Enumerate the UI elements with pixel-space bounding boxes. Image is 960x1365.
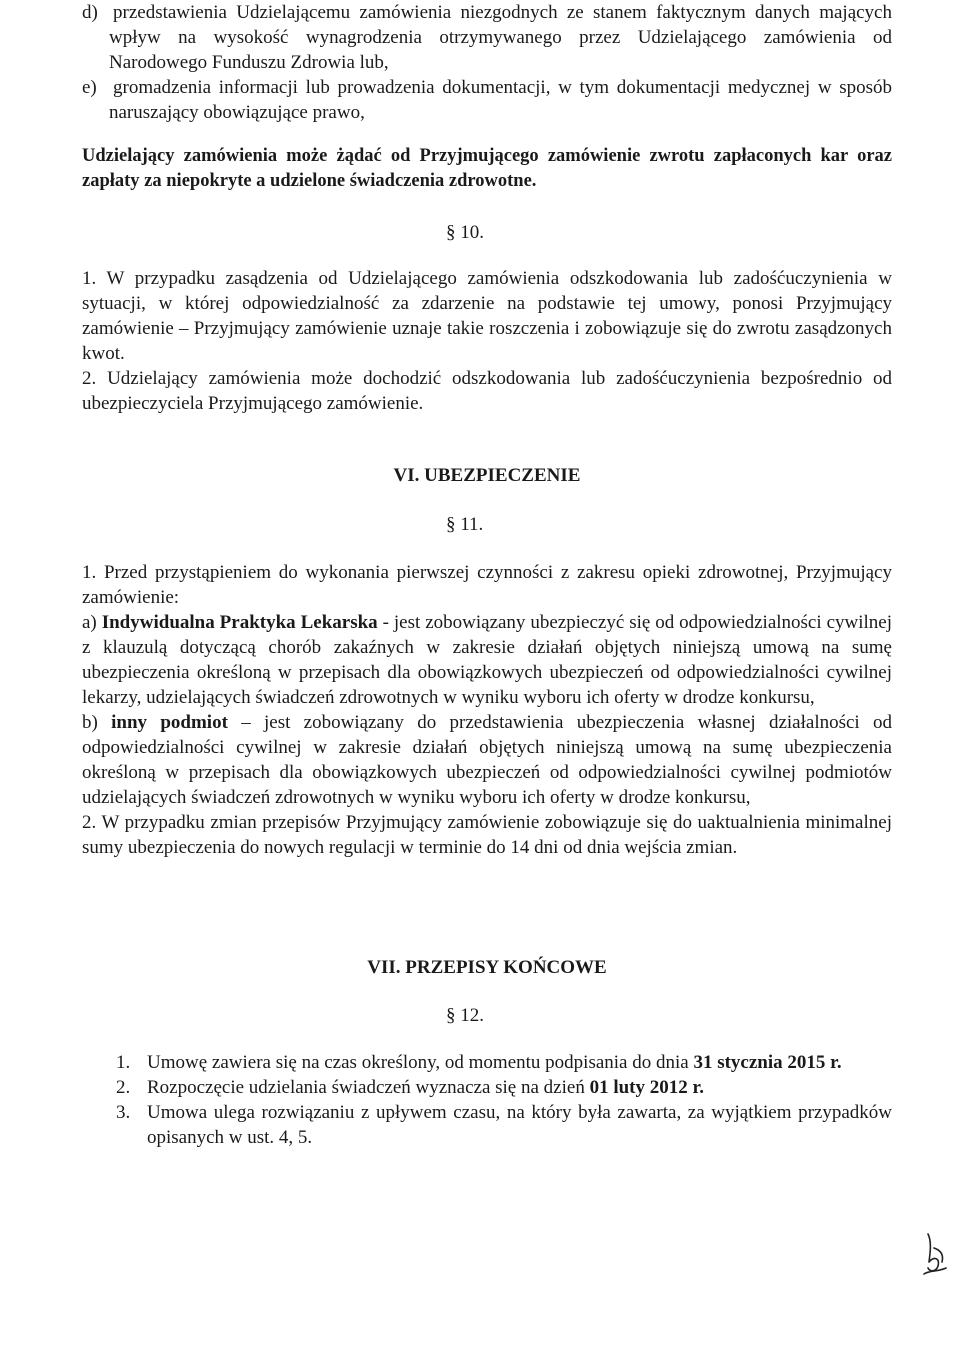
paragraph-text: Przed przystąpieniem do wykonania pierwszej czynności z zakresu opieki zdrowotnej, Przyjmujący zamówienie: bbox=[82, 562, 892, 608]
item-text: Rozpoczęcie udzielania świadczeń wyznacza się na dzień bbox=[147, 1077, 590, 1098]
list-item-d bbox=[82, 0, 892, 75]
item-text: Umowę zawiera się na czas określony, od momentu podpisania do dnia bbox=[147, 1052, 694, 1073]
paragraph-number: 2. bbox=[82, 368, 97, 389]
section-10-body bbox=[82, 266, 892, 416]
list-marker: e) bbox=[82, 77, 97, 98]
section-11-body bbox=[82, 560, 892, 860]
list-marker: b) bbox=[82, 712, 98, 733]
paragraph bbox=[82, 366, 892, 416]
list-item-text: - jest zobowiązany ubezpieczyć się od odpowiedzialności cywilnej z klauzulą dotyczącą chorób zakaźnych w zakresie działań objętych niniejszą umową na sumę ubezpieczenia określoną w przepisach dla obowiązkowych ubezpieczeń od odpowiedzialności cywilnej lekarzy, udzielających świadczeń zdrowotnych w wyniku wyboru ich oferty w drodze konkursu, bbox=[82, 612, 892, 708]
paragraph-text: W przypadku zasądzenia od Udzielającego zamówienia odszkodowania lub zadośćuczynienia w sytuacji, w której odpowiedzialność za zdarzenie na podstawie tej umowy, ponosi Przyjmujący zamówienie – Przyjmujący zamówienie uznaje takie roszczenia i zobowiązuje się do zwrotu zasądzonych kwot. bbox=[82, 268, 892, 364]
list-marker: a) bbox=[82, 612, 97, 633]
offense-list bbox=[82, 0, 892, 125]
item-number: 3. bbox=[116, 1102, 131, 1123]
paragraph bbox=[82, 266, 892, 366]
paragraph bbox=[82, 560, 892, 610]
list-item-text: – jest zobowiązany do przedstawienia ubezpieczenia własnej działalności od odpowiedzialności cywilnej w zakresie działań objętych niniejszą umową na sumę ubezpieczenia określoną w przepisach dla obowiązkowych ubezpieczeń od odpowiedzialności cywilnej podmiotów udzielających świadczeń zdrowotnych w wyniku wyboru ich oferty w drodze konkursu, bbox=[82, 712, 892, 808]
paragraph-number: 1. bbox=[82, 562, 97, 583]
list-marker: d) bbox=[82, 2, 98, 23]
list-item-b bbox=[82, 710, 892, 810]
penalty-clause: Udzielający zamówienia może żądać od Przyjmującego zamówienie zwrotu zapłaconych kar oraz zapłaty za niepokryte a udzielone świadczenia zdrowotne. bbox=[82, 146, 892, 191]
item-text: Umowa ulega rozwiązaniu z upływem czasu, na który była zawarta, za wyjątkiem przypadków opisanych w ust. 4, 5. bbox=[147, 1102, 892, 1148]
section-11-heading: § 11. bbox=[446, 514, 484, 535]
handwritten-initials-icon bbox=[920, 1228, 952, 1280]
list-item-a bbox=[82, 610, 892, 710]
section-10-heading: § 10. bbox=[446, 222, 484, 243]
end-date: 31 stycznia 2015 r. bbox=[693, 1052, 842, 1073]
entity-type: Indywidualna Praktyka Lekarska bbox=[101, 612, 378, 633]
section-12-heading: § 12. bbox=[446, 1005, 484, 1026]
paragraph-number: 1. bbox=[82, 268, 97, 289]
item-number: 1. bbox=[116, 1052, 131, 1073]
list-item bbox=[116, 1050, 892, 1075]
paragraph-number: 2. bbox=[82, 812, 97, 833]
list-item bbox=[116, 1100, 892, 1150]
list-item bbox=[116, 1075, 892, 1100]
item-number: 2. bbox=[116, 1077, 131, 1098]
list-item-text: gromadzenia informacji lub prowadzenia dokumentacji, w tym dokumentacji medycznej w sposób naruszający obowiązujące prawo, bbox=[109, 77, 892, 123]
paragraph bbox=[82, 810, 892, 860]
chapter-heading-insurance: VI. UBEZPIECZENIE bbox=[393, 465, 581, 486]
section-12-body bbox=[116, 1050, 892, 1150]
list-item-e bbox=[82, 75, 892, 125]
paragraph-text: Udzielający zamówienia może dochodzić odszkodowania lub zadośćuczynienia bezpośrednio od ubezpieczyciela Przyjmującego zamówienie. bbox=[82, 368, 892, 414]
chapter-heading-final-provisions: VII. PRZEPISY KOŃCOWE bbox=[367, 957, 607, 978]
entity-type: inny podmiot bbox=[111, 712, 228, 733]
list-item-text: przedstawienia Udzielającemu zamówienia niezgodnych ze stanem faktycznym danych mających wpływ na wysokość wynagrodzenia otrzymywanego przez Udzielającego zamówienia od Narodowego Funduszu Zdrowia lub, bbox=[109, 2, 892, 73]
paragraph-text: W przypadku zmian przepisów Przyjmujący zamówienie zobowiązuje się do uaktualnienia minimalnej sumy ubezpieczenia do nowych regulacji w terminie do 14 dni od dnia wejścia zmian. bbox=[82, 812, 892, 858]
start-date: 01 luty 2012 r. bbox=[589, 1077, 704, 1098]
